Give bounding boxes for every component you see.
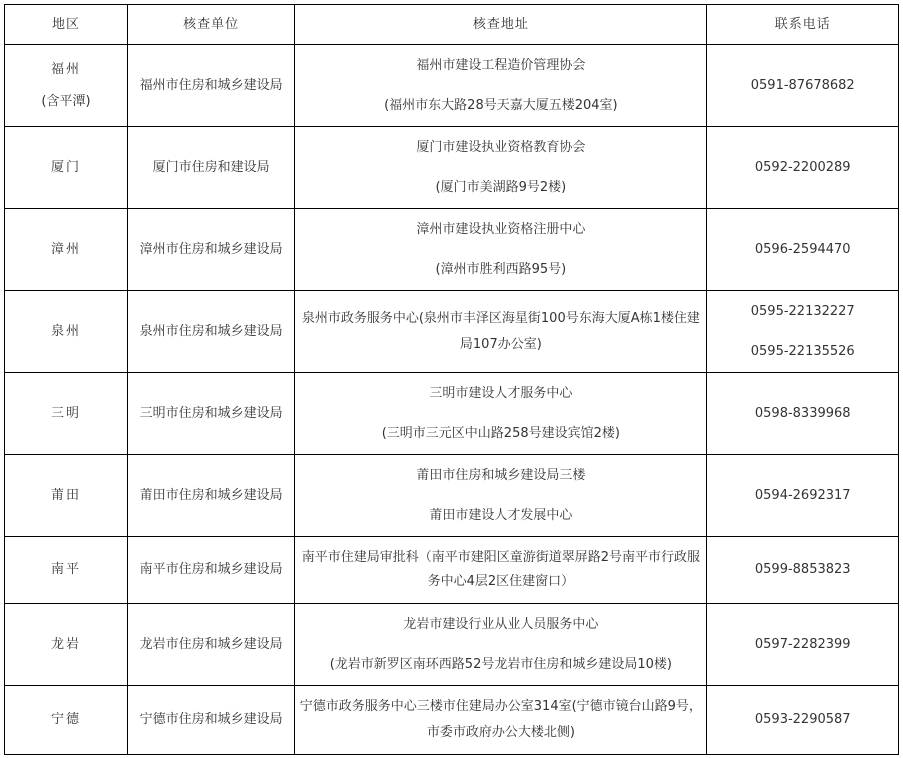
phone-number: 0599-8853823 — [754, 562, 851, 577]
unit-cell: 三明市住房和城乡建设局 — [127, 373, 294, 455]
region-cell — [5, 209, 128, 291]
address-cell — [295, 686, 707, 755]
phone-cell — [707, 291, 899, 373]
table-row — [5, 604, 899, 686]
region-note: (含平潭) — [41, 93, 91, 109]
region-name: 漳州 — [50, 241, 81, 257]
address-line: 莆田市建设人才发展中心 — [429, 507, 573, 523]
address-line: 莆田市住房和城乡建设局三楼 — [416, 467, 586, 483]
region-name: 莆田 — [50, 487, 81, 503]
address-line: (漳州市胜利西路95号) — [435, 261, 567, 277]
phone-number: 0595-22132227 — [750, 303, 855, 319]
table-row — [5, 45, 899, 127]
table-row — [5, 537, 899, 604]
unit-cell: 厦门市住房和建设局 — [127, 127, 294, 209]
header-region: 地区 — [5, 5, 128, 45]
phone-cell — [707, 127, 899, 209]
address-line: 宁德市政务服务中心三楼市住建局办公室314室(宁德市镜台山路9号，市委市政府办公大楼北侧) — [299, 699, 702, 740]
unit-cell: 宁德市住房和城乡建设局 — [127, 686, 294, 755]
address-cell — [295, 537, 707, 604]
header-address: 核查地址 — [295, 5, 707, 45]
unit-cell: 南平市住房和城乡建设局 — [127, 537, 294, 604]
address-line: (三明市三元区中山路258号建设宾馆2楼) — [381, 425, 620, 441]
address-cell — [295, 455, 707, 537]
phone-number: 0591-87678682 — [750, 77, 855, 93]
region-name: 三明 — [50, 405, 81, 421]
address-line: 漳州市建设执业资格注册中心 — [416, 221, 586, 237]
address-cell — [295, 373, 707, 455]
phone-number: 0592-2200289 — [754, 159, 851, 175]
verification-table-wrapper — [4, 4, 899, 755]
table-row — [5, 373, 899, 455]
address-cell — [295, 604, 707, 686]
phone-cell — [707, 45, 899, 127]
phone-number: 0594-2692317 — [754, 487, 851, 503]
phone-cell — [707, 686, 899, 755]
phone-number: 0596-2594470 — [754, 241, 851, 257]
phone-number: 0598-8339968 — [754, 405, 851, 421]
address-line: 龙岩市建设行业从业人员服务中心 — [403, 616, 599, 632]
unit-cell: 福州市住房和城乡建设局 — [127, 45, 294, 127]
address-line: (龙岩市新罗区南环西路52号龙岩市住房和城乡建设局10楼) — [329, 656, 672, 672]
table-row — [5, 209, 899, 291]
address-cell — [295, 45, 707, 127]
address-line: 泉州市政务服务中心(泉州市丰泽区海星街100号东海大厦A栋1楼住建局107办公室) — [301, 310, 700, 352]
phone-number: 0593-2290587 — [754, 712, 851, 727]
unit-cell: 莆田市住房和城乡建设局 — [127, 455, 294, 537]
unit-cell: 龙岩市住房和城乡建设局 — [127, 604, 294, 686]
table-row — [5, 291, 899, 373]
table-row — [5, 686, 899, 755]
phone-cell — [707, 537, 899, 604]
address-cell — [295, 127, 707, 209]
phone-cell — [707, 373, 899, 455]
region-cell — [5, 127, 128, 209]
address-line: 厦门市建设执业资格教育协会 — [416, 139, 586, 155]
region-name: 泉州 — [50, 323, 81, 339]
phone-cell — [707, 604, 899, 686]
region-cell — [5, 373, 128, 455]
region-name: 宁德 — [50, 712, 81, 727]
phone-cell — [707, 209, 899, 291]
address-line: (厦门市美湖路9号2楼) — [435, 179, 567, 195]
header-unit: 核查单位 — [127, 5, 294, 45]
unit-cell: 漳州市住房和城乡建设局 — [127, 209, 294, 291]
region-name: 厦门 — [50, 159, 81, 175]
region-cell — [5, 537, 128, 604]
address-line: 三明市建设人才服务中心 — [429, 385, 573, 401]
region-name: 福州 — [50, 61, 81, 77]
address-line: (福州市东大路28号天嘉大厦五楼204室) — [384, 97, 618, 113]
header-row — [5, 5, 899, 45]
region-cell — [5, 45, 128, 127]
region-cell — [5, 455, 128, 537]
region-cell — [5, 604, 128, 686]
phone-cell — [707, 455, 899, 537]
table-row — [5, 127, 899, 209]
region-name: 南平 — [50, 562, 81, 577]
region-cell — [5, 686, 128, 755]
unit-cell: 泉州市住房和城乡建设局 — [127, 291, 294, 373]
phone-number: 0597-2282399 — [754, 636, 851, 652]
address-line: 福州市建设工程造价管理协会 — [416, 57, 586, 73]
address-cell — [295, 291, 707, 373]
address-line: 南平市住建局审批科（南平市建阳区童游街道翠屏路2号南平市行政服务中心4层2区住建窗口） — [301, 550, 700, 589]
verification-table — [4, 4, 899, 755]
region-cell — [5, 291, 128, 373]
phone-number: 0595-22135526 — [750, 343, 855, 359]
region-name: 龙岩 — [50, 636, 81, 652]
address-cell — [295, 209, 707, 291]
header-phone: 联系电话 — [707, 5, 899, 45]
table-row — [5, 455, 899, 537]
